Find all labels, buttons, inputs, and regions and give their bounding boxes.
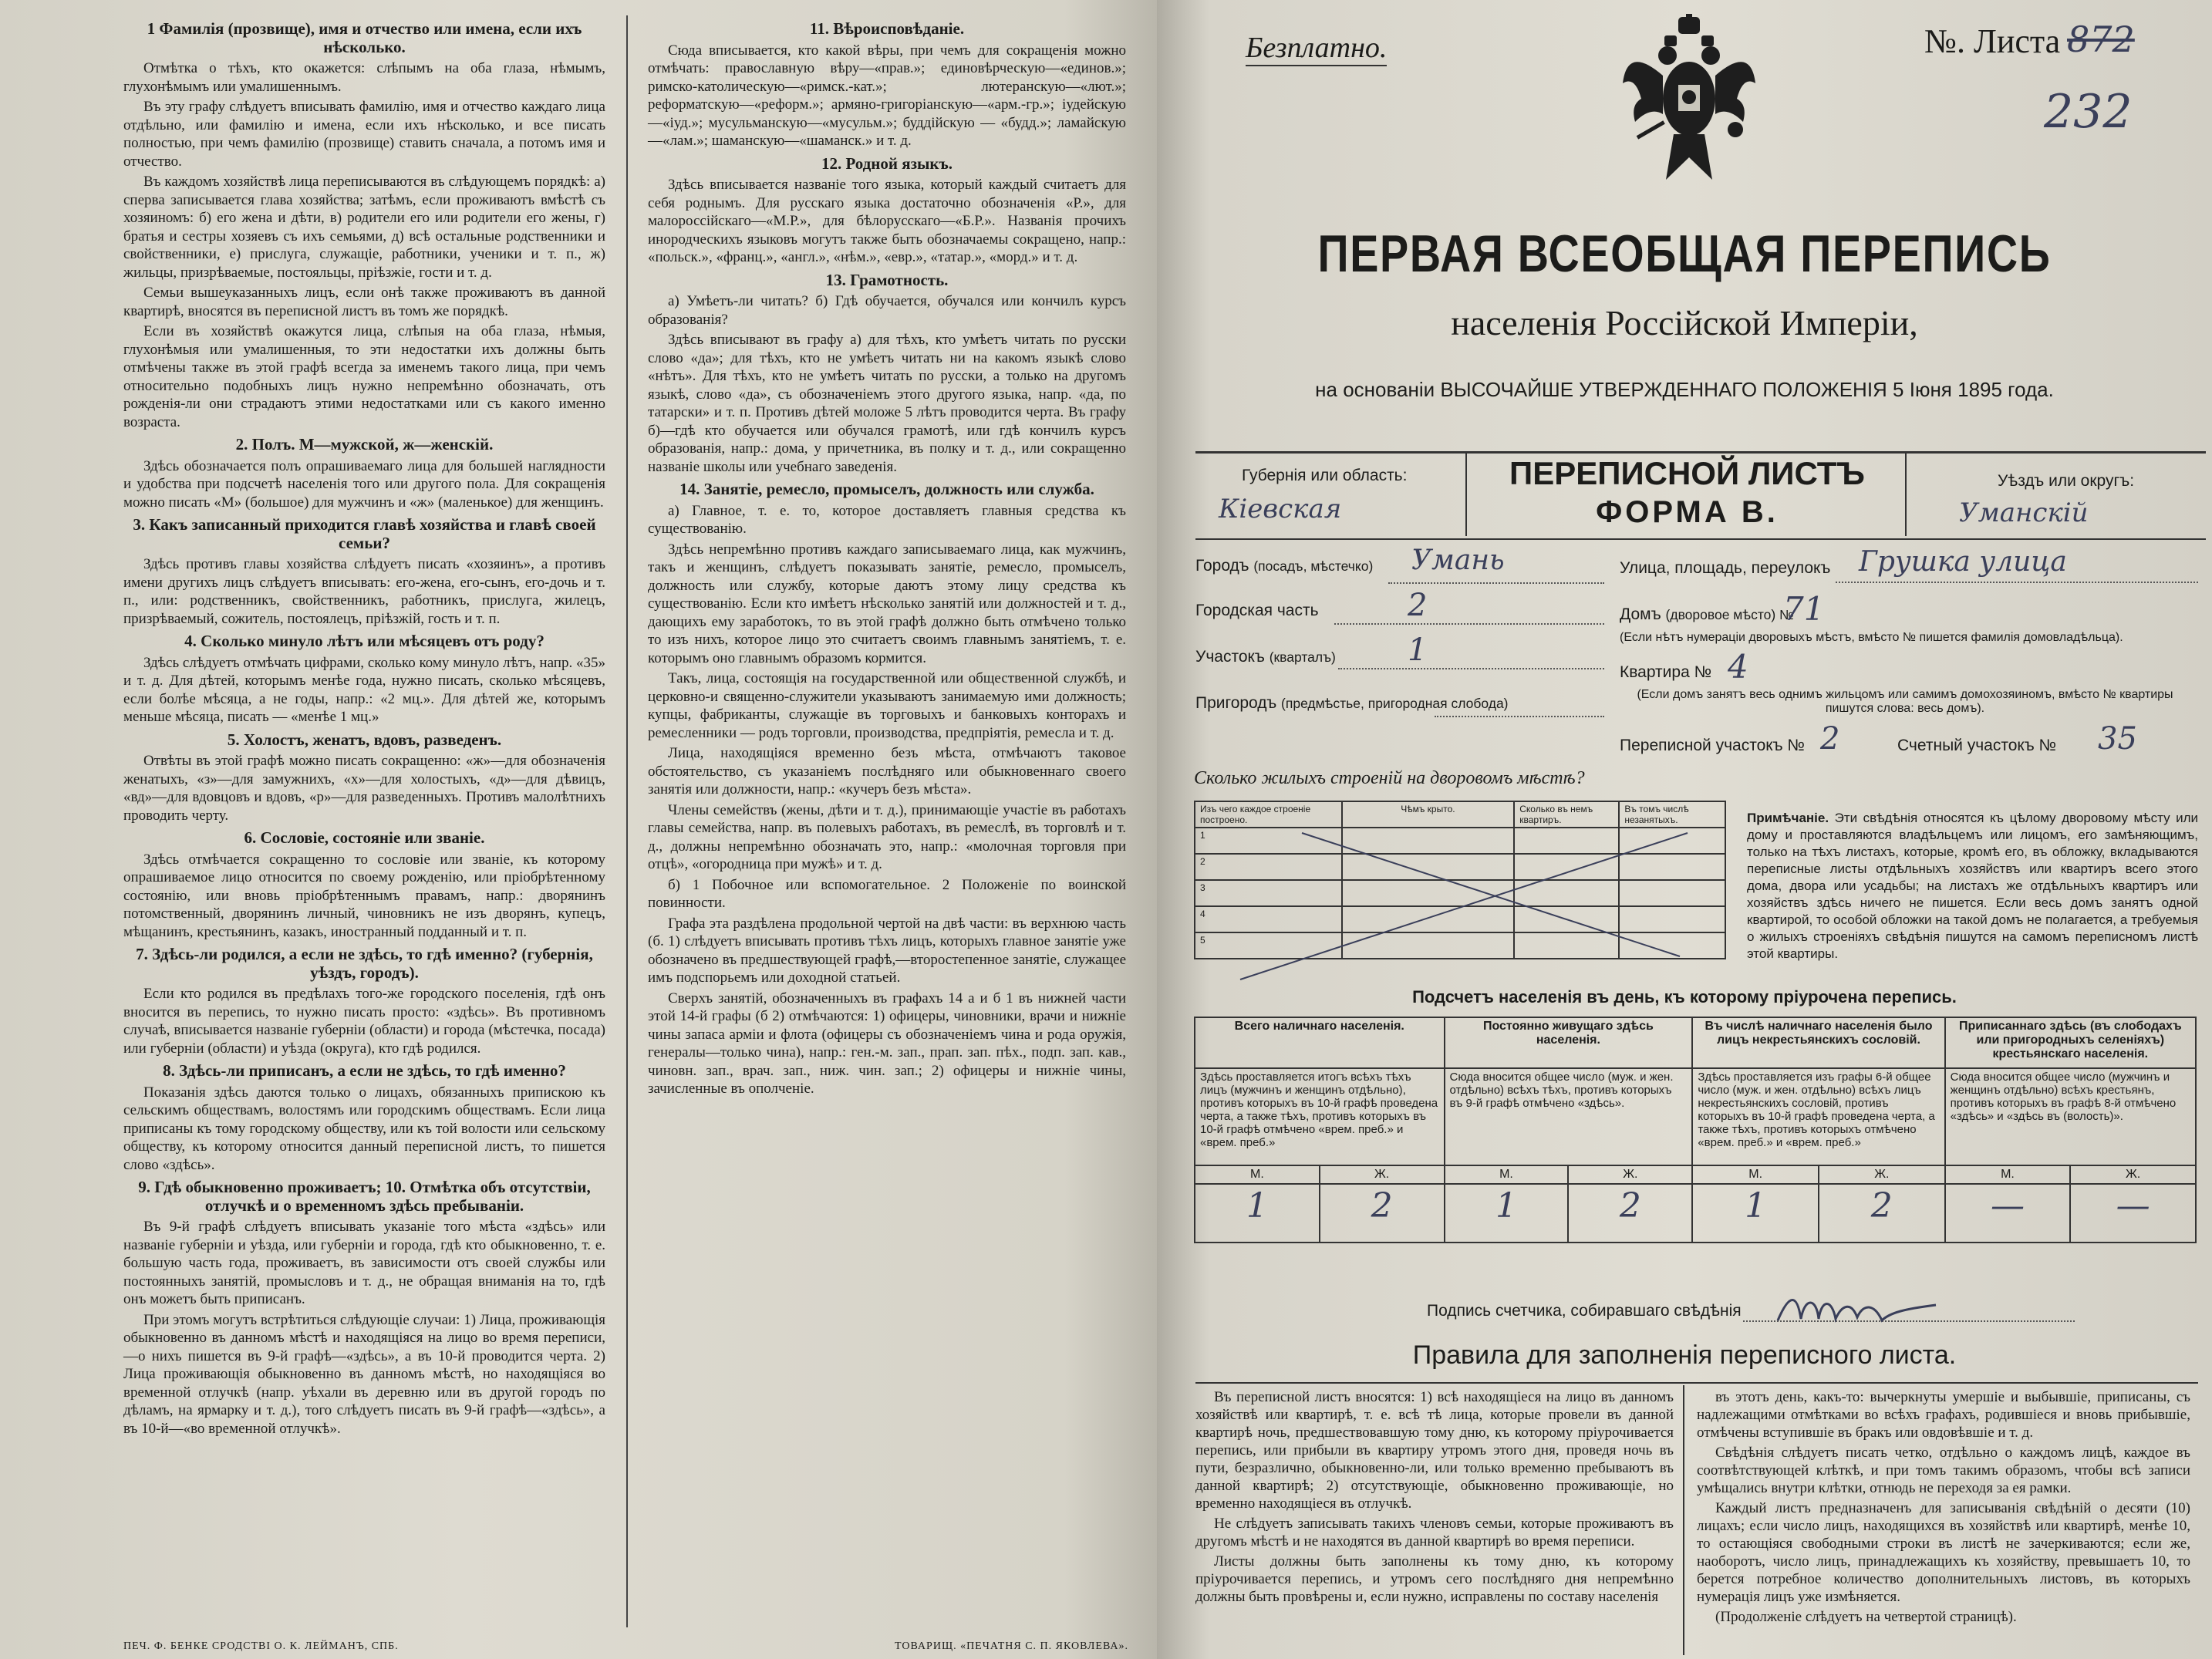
summary-count: — bbox=[1945, 1184, 2071, 1243]
section-paragraph: Здѣсь непремѣнно противъ каждаго записываемаго лица, как мужчинъ, такъ и женщинъ, слѣдуетъ показывать занятіе, ремесло, промыселъ, должность или службу, которые даютъ этому лицу средства къ существованію. Если кто имѣетъ нѣсколько занятій или должностей и т. д., дающихъ ему заработокъ, то въ этой графѣ должно быть отмѣчено только то изъ нихъ, которое лицо это считаетъ своимъ главнымъ занятіемъ, т. е. которымъ оно главнымъ образомъ кормится. bbox=[648, 541, 1126, 666]
divider bbox=[1465, 451, 1467, 536]
section-heading: 9. Гдѣ обыкновенно проживаетъ; 10. Отмѣтка объ отсутствіи, отлучкѣ и о временномъ здѣсь пребываніи. bbox=[138, 1178, 591, 1215]
section-paragraph: Здѣсь слѣдуетъ отмѣчать цифрами, сколько кому минуло лѣтъ, напр. «35» и т. д. Для дѣтей, которымъ менѣе года, нужно писать, сколько мѣсяцевъ, если болѣе мѣсяца, а не годы, напр.: «2 мц.». Для дѣтей же, которымъ меньше мѣсяца, писать — «менѣе 1 мц.» bbox=[123, 654, 605, 725]
instructions-column-1 bbox=[123, 15, 605, 1440]
free-stamp: Безплатно. bbox=[1246, 31, 1387, 66]
summary-count: 1 bbox=[1445, 1184, 1569, 1243]
summary-column-header: Всего наличнаго населенія. bbox=[1195, 1017, 1445, 1068]
section-paragraph: При этомъ могутъ встрѣтиться слѣдующіе случаи: 1) Лица, проживающія обыкновенно въ данномъ мѣстѣ и находящіяся на лицо во время переписи,—о нихъ пишется въ 9-й графѣ—«здѣсь», а въ 10-й проводится черта. 2) Лица проживающія обыкновенно въ данномъ мѣстѣ, но находящіяся во временной отлучкѣ (напр. уѣхали въ деревню или въ другой городъ по дѣламъ, на ярмарку и т. д.), того слѣдуетъ писать въ 9-й графѣ—«здѣсь», а въ 10-й—«во временной отлучкѣ». bbox=[123, 1311, 605, 1437]
buildings-col-roof: Чѣмъ крыто. bbox=[1342, 801, 1515, 828]
section-paragraph: Въ 9-й графѣ слѣдуетъ вписывать указаніе того мѣста «здѣсь» или названіе губерніи и уѣзда, или губерніи и города, гдѣ кто обыкновенно, т. е. большую часть года, проживаетъ, въ зависимости отъ своей службы или постоянныхъ занятій, промысловъ и т. д., не обращая вниманія на то, гдѣ онъ можетъ быть приписанъ. bbox=[123, 1219, 605, 1307]
city-part-line bbox=[1334, 623, 1604, 625]
count-district-value: 35 bbox=[2098, 721, 2137, 757]
crossed-out-mark bbox=[1194, 802, 1734, 987]
sheet-number-value: 872 bbox=[2067, 19, 2135, 60]
section-paragraph: Здѣсь обозначается полъ опрашиваемаго лица для большей наглядности и удобства при подсчетѣ населенія того или другого пола. Для сокращенія можно писать «М» (большое) для мужчинъ и «ж» (маленькое) для женщинъ. bbox=[123, 457, 605, 511]
summary-column-note: Здѣсь проставляется изъ графы 6-й общее число (муж. и жен. отдѣльно) всѣхъ лицъ некрестьянскихъ сословій, противъ которыхъ въ 10-й графѣ проведена черта, а также тѣхъ, противъ которыхъ отмѣчено «врем. преб.» и «врем. преб.» bbox=[1692, 1068, 1944, 1165]
section-heading: 12. Родной языкъ. bbox=[821, 153, 953, 173]
gender-header: М. bbox=[1692, 1165, 1819, 1184]
section-paragraph: Здѣсь отмѣчается сокращенно то сословіе или званіе, къ которому опрашиваемое лицо относится по своему рожденію, или пріобрѣтенному состоянію, или вновь пріобрѣтеннымъ правамъ, напр.: дворянинъ потомственный, дворянинъ личный, чиновникъ не изъ дворянъ, купецъ, мѣщанинъ, крестьянинъ, казакъ, иностранный подданный и т. п. bbox=[123, 851, 605, 940]
section-heading: 8. Здѣсь-ли приписанъ, а если не здѣсь, то гдѣ именно? bbox=[163, 1061, 566, 1080]
census-district-value: 2 bbox=[1820, 721, 1840, 757]
section-paragraph: Отмѣтка о тѣхъ, кто окажется: слѣпымъ на оба глаза, нѣмымъ, глухонѣмымъ или умалишеннымъ. bbox=[123, 60, 605, 95]
gender-header: Ж. bbox=[1819, 1165, 1945, 1184]
printer-mark: ПЕЧ. Ф. БЕНКЕ СРОДСТВІ О. К. ЛЕЙМАНЪ, СПБ. bbox=[123, 1640, 399, 1652]
summary-count: 1 bbox=[1692, 1184, 1819, 1243]
rules-paragraph: Листы должны быть заполнены къ тому дню, къ которому пріурочивается перепись, и утромъ сего послѣдняго дня непремѣнно должны быть провѣрены и, если нужно, исправлены по составу населенія bbox=[1195, 1553, 1674, 1605]
summary-count: 1 bbox=[1195, 1184, 1320, 1243]
district-value: 1 bbox=[1408, 632, 1428, 668]
apartment-label: Квартира № bbox=[1620, 663, 1712, 681]
town-line bbox=[1388, 582, 1604, 584]
summary-column-note: Сюда вносится общее число (мужчинъ и женщинъ отдѣльно) всѣхъ крестьянъ, противъ которыхъ въ графѣ 8-й отмѣчено «здѣсь» и «здѣсь въ (волость)». bbox=[1945, 1068, 2196, 1165]
section-paragraph: Показанія здѣсь даются только о лицахъ, обязанныхъ припискою къ сельскимъ обществамъ, волостямъ или городскимъ обществамъ. Если лица приписаны къ тому городскому обществу, или къ той волости или сельскому обществу, къ которому относится данный переписной листъ, то пишется слово «здѣсь». bbox=[123, 1084, 605, 1173]
section-paragraph: Графа эта раздѣлена продольной чертой на двѣ части: въ верхнюю часть (б. 1) слѣдуетъ вписывать противъ тѣхъ лицъ, которыхъ главное занятіе уже обозначено въ предшествующей графѣ,—второстепенное занятіе, служащее имъ подспорьемъ или доходной статьей. bbox=[648, 915, 1126, 986]
gubernia-value: Кiевская bbox=[1219, 494, 1342, 524]
section-paragraph: Отвѣты въ этой графѣ можно писать сокращенно: «ж»—для обозначенія женатыхъ, «з»—для замужнихъ, «х»—для холостыхъ, «д»—для дѣвицъ, «вд»—для вдовцовъ и вдовъ, «р»—для разведенныхъ. Противъ малолѣтнихъ проводить черту. bbox=[123, 753, 605, 824]
sheet-number-label: №. Листа bbox=[1924, 22, 2061, 60]
sheet-number-alt: 232 bbox=[2044, 85, 2133, 139]
city-part-value: 2 bbox=[1408, 588, 1428, 623]
section-paragraph: Въ каждомъ хозяйствѣ лица переписываются въ слѣдующемъ порядкѣ: а) сперва записывается глава хозяйства; затѣмъ, если проживаютъ вмѣстѣ съ хозяиномъ: б) его жена и дѣти, в) родители его или родители его жены, г) братья и сестры хозяевъ съ ихъ семьями, д) всѣ остальные родственники и свойственники, е) прислуга, служащіе, работники, ученики и т. п., ж) жильцы, призрѣваемые, постояльцы, пріѣзжіе, гости и т. д. bbox=[123, 174, 605, 281]
table-row-number: 1 bbox=[1195, 828, 1342, 854]
section-paragraph: Лица, находящіяся временно безъ мѣста, отмѣчаютъ таковое обстоятельство, съ указаніемъ послѣдняго или обыкновеннаго своего занятія или должности, напр.: «кучеръ безъ мѣста». bbox=[648, 745, 1126, 797]
gender-header: М. bbox=[1445, 1165, 1569, 1184]
summary-column-note: Сюда вносится общее число (муж. и жен. отдѣльно) всѣхъ тѣхъ, противъ которыхъ въ 9-й графѣ отмѣчено «здѣсь». bbox=[1445, 1068, 1693, 1165]
summary-column-header: Приписаннаго здѣсь (въ слободахъ или пригородныхъ селеніяхъ) крестьянскаго населенія. bbox=[1945, 1017, 2196, 1068]
gubernia-label: Губернія или область: bbox=[1242, 467, 1408, 484]
form-title: ПЕРЕПИСНОЙ ЛИСТЪ bbox=[1509, 455, 1865, 491]
table-row-number: 3 bbox=[1195, 880, 1342, 906]
section-heading: 11. Вѣроисповѣданіе. bbox=[809, 19, 965, 38]
divider bbox=[1905, 451, 1907, 536]
section-paragraph: Если въ хозяйствѣ окажутся лица, слѣпыя на оба глаза, нѣмыя, глухонѣмыя или умалишенныя, то эти недостатки ихъ должны быть отмѣчены также въ этой графѣ всегда за именемъ такого лица, при чемъ относительно подобныхъ лицъ нужно непремѣнно обозначать, отъ рожденія-ли они страдаютъ этими недостатками или съ какого именно возраста. bbox=[123, 323, 605, 430]
buildings-col-material: Изъ чего каждое строеніе построено. bbox=[1195, 801, 1342, 828]
section-paragraph: Здѣсь вписывается названіе того языка, который каждый считаетъ для себя роднымъ. Для русскаго языка достаточно обозначенія «Р.», для малороссійскаго—«М.Р.», для бѣлорусскаго—«Б.Р.». Названія прочихъ инородческихъ языковъ могутъ также быть обозначаемы сокращено, напр.: «польск.», «франц.», «англ.», «нѣм.», «евр.», «татар.», «морд.» и т. д. bbox=[648, 177, 1126, 265]
census-subtitle: населенія Россійской Имперіи, bbox=[1451, 303, 1918, 342]
population-summary-table bbox=[1194, 1017, 2197, 1243]
section-paragraph: Здѣсь противъ главы хозяйства слѣдуетъ писать «хозяинъ», а противъ имени другихъ лицъ слѣдуетъ вписывать: его-жена, его-сынъ, его-дочь и т. п., или: родственникъ, свойственникъ, работникъ, прислуга, жилецъ, призрѣваемый, сожитель, постоялецъ, пріѣзжій, гость и т. п. bbox=[123, 556, 605, 627]
summary-count: 2 bbox=[1320, 1184, 1445, 1243]
section-heading: 5. Холостъ, женатъ, вдовъ, разведенъ. bbox=[227, 730, 502, 749]
district-field: Участокъ (кварталъ) bbox=[1195, 648, 1336, 666]
section-heading: 1 Фамилія (прозвище), имя и отчество или имена, если ихъ нѣсколько. bbox=[147, 19, 582, 56]
town-value: Умань bbox=[1411, 545, 1505, 576]
rules-column-2 bbox=[1697, 1388, 2190, 1628]
section-paragraph: Члены семействъ (жены, дѣти и т. д.), принимающіе участіе въ работахъ главы семейства, напр. въ полевыхъ работахъ, въ ремеслѣ, въ торговлѣ и т. д., должны непремѣнно обозначать это, напр.: «молочная торговля при отцѣ», «огородница при мужѣ» и т. д. bbox=[648, 801, 1126, 872]
gender-header: М. bbox=[1945, 1165, 2071, 1184]
section-heading: 2. Полъ. М—мужской, ж—женскій. bbox=[235, 435, 494, 454]
apartment-value: 4 bbox=[1728, 648, 1748, 686]
rules-paragraph: Въ переписной листъ вносятся: 1) всѣ находящіеся на лицо въ данномъ хозяйствѣ или квартирѣ, т. е. всѣ тѣ лица, которые провели въ данной квартирѣ ночь, предшествовавшую тому дню, къ которому пріурочивается перепись, или прибыли въ квартиру утромъ этого дня, проведя ночь въ пути, безразлично, обыкновенно-ли, или только временно пребываютъ въ данной квартирѣ; 2) отсутствующіе, обыкновенно проживающіе, но временно находящіеся въ отлучкѣ. bbox=[1195, 1389, 1674, 1512]
summary-column-header: Въ числѣ наличнаго населенія было лицъ некрестьянскихъ сословій. bbox=[1692, 1017, 1944, 1068]
table-row-number: 2 bbox=[1195, 854, 1342, 880]
section-heading: 6. Сословіе, состояніе или званіе. bbox=[244, 828, 485, 847]
counter-signature-icon bbox=[1774, 1290, 1944, 1332]
column-divider bbox=[626, 15, 628, 1627]
suburb-field: Пригородъ (предмѣстье, пригородная слобода) bbox=[1195, 694, 1509, 712]
street-label: Улица, площадь, переулокъ bbox=[1620, 559, 1831, 577]
rule-line bbox=[1195, 1382, 2198, 1384]
city-part-label: Городская часть bbox=[1195, 602, 1319, 619]
section-paragraph: б) 1 Побочное или вспомогательное. 2 Положеніе по воинской повинности. bbox=[648, 876, 1126, 911]
house-value: 71 bbox=[1783, 590, 1825, 628]
section-paragraph: Семьи вышеуказанныхъ лицъ, если онѣ также проживаютъ въ данной квартирѣ, вносятся въ переписной листъ въ томъ же порядкѣ. bbox=[123, 285, 605, 319]
house-field: Домъ (дворовое мѣсто) № bbox=[1620, 605, 1794, 623]
printer-mark-2: ТОВАРИЩ. «ПЕЧАТНЯ С. П. ЯКОВЛЕВА». bbox=[895, 1640, 1129, 1652]
signature-label: Подпись счетчика, собиравшаго свѣдѣнія bbox=[1427, 1302, 1742, 1320]
rules-column-1 bbox=[1195, 1388, 1674, 1608]
count-district-label: Счетный участокъ № bbox=[1897, 737, 2057, 754]
house-note: (Если нѣтъ нумераціи дворовыхъ мѣстъ, вмѣсто № пишется фамилія домовладѣльца). bbox=[1620, 631, 2123, 644]
section-heading: 14. Занятіе, ремесло, промыселъ, должность или служба. bbox=[679, 480, 1094, 498]
gender-header: Ж. bbox=[1320, 1165, 1445, 1184]
district-line bbox=[1338, 668, 1604, 669]
section-paragraph: Здѣсь вписывают въ графу а) для тѣхъ, кто умѣетъ читать по русски слово «да»; для тѣхъ, кто не умѣетъ читать ни на какомъ языкѣ слово «нѣтъ». Для тѣхъ, кто не умѣетъ читать по русски, а только на другомъ языкѣ, слово «да», съ обозначеніемъ этого другого языка, напр. «да, по татарски» и т. п. Противъ дѣтей моложе 5 лѣтъ проводится черта. Въ графу б)—гдѣ кто обучается или обучался грамотѣ, или гдѣ кончилъ курсъ образованія, напр.: дома, у причетника, въ полку и т. д., или сокращенно названіе школы или учебнаго заведенія. bbox=[648, 332, 1126, 475]
rules-paragraph: Свѣдѣнія слѣдуетъ писать четко, отдѣльно о каждомъ лицѣ, каждое въ соотвѣтствующей клѣткѣ, и при томъ такимъ образомъ, чтобы всѣ записи умѣщались внутри клѣтки, отнюдь не переходя за ея рамки. bbox=[1697, 1445, 2190, 1496]
gender-header: Ж. bbox=[2070, 1165, 2196, 1184]
table-row-number: 5 bbox=[1195, 932, 1342, 959]
summary-count: — bbox=[2070, 1184, 2196, 1243]
section-paragraph: Такъ, лица, состоящія на государственной или общественной службѣ, и церковно-и священно-служители указываютъ занимаемую ими должность; купцы, фабриканты, служащіе въ торговыхъ и банковыхъ конторахъ и ремесленники — родъ торговли, производства, предпріятія, ремесла и т. д. bbox=[648, 670, 1126, 741]
census-title: ПЕРВАЯ ВСЕОБЩАЯ ПЕРЕПИСЬ bbox=[1317, 224, 2052, 283]
street-value: Грушка улица bbox=[1859, 546, 2067, 578]
rules-paragraph: въ этотъ день, какъ-то: вычеркнуты умершіе и выбывшіе, приписаны, съ надлежащими отмѣтками во всѣхъ графахъ, родившіеся и вновь прибывшіе, отмѣчены вступившіе въ бракъ или овдовѣвшіе и т. д. bbox=[1697, 1389, 2190, 1441]
section-heading: 3. Какъ записанный приходится главѣ хозяйства и главѣ своей семьи? bbox=[133, 515, 596, 552]
section-paragraph: а) Главное, т. е. то, которое доставляетъ главныя средства къ существованію. bbox=[648, 502, 1126, 537]
table-row-number: 4 bbox=[1195, 906, 1342, 932]
summary-count: 2 bbox=[1568, 1184, 1692, 1243]
section-paragraph: Если кто родился въ предѣлахъ того-же городского поселенія, гдѣ онъ вносится въ перепись, то нужно писать просто: «здѣсь». Въ противномъ случаѣ, вписывается названіе губерніи (области) и города (мѣстечка, посада) или губерніи (области) и уѣзда (округа), кто гдѣ родился. bbox=[123, 986, 605, 1057]
gender-header: М. bbox=[1195, 1165, 1320, 1184]
section-heading: 7. Здѣсь-ли родился, а если не здѣсь, то гдѣ именно? (губернія, уѣздъ, городъ). bbox=[136, 945, 593, 982]
suburb-line bbox=[1435, 716, 1604, 717]
imperial-eagle-icon bbox=[1620, 14, 1758, 191]
section-paragraph: а) Умѣетъ-ли читать? б) Гдѣ обучается, обучался или кончилъ курсъ образованія? bbox=[648, 293, 1126, 328]
gender-header: Ж. bbox=[1568, 1165, 1692, 1184]
apartment-note: (Если домъ занятъ весь однимъ жильцомъ или самимъ домохозяиномъ, вмѣсто № квартиры пишутся слова: весь домъ). bbox=[1637, 688, 2173, 715]
rules-paragraph: (Продолженіе слѣдуетъ на четвертой страницѣ). bbox=[1715, 1609, 2017, 1625]
column-divider bbox=[1683, 1385, 1684, 1655]
street-line bbox=[1836, 582, 2198, 583]
census-district-label: Переписной участокъ № bbox=[1620, 737, 1805, 754]
summary-column-header: Постоянно живущаго здѣсь населенія. bbox=[1445, 1017, 1693, 1068]
summary-column-note: Здѣсь проставляется итогъ всѣхъ тѣхъ лицъ (мужчинъ и женщинъ отдѣльно), противъ которыхъ въ 10-й графѣ проведена черта, а также тѣхъ, противъ которыхъ въ 10-й графѣ отмѣчено «врем. преб.» и «врем. преб.» bbox=[1195, 1068, 1445, 1165]
summary-count: 2 bbox=[1819, 1184, 1945, 1243]
buildings-heading: Сколько жилыхъ строеній на дворовомъ мѣстѣ? bbox=[1194, 768, 1585, 788]
town-field: Городъ (посадъ, мѣстечко) bbox=[1195, 557, 1374, 575]
form-subtitle: ФОРМА В. bbox=[1596, 495, 1779, 529]
section-paragraph: Сверхъ занятій, обозначенныхъ въ графахъ 14 а и б 1 въ нижней части этой 14-й графы (б 2) отмѣчаются: 1) офицеры, чиновники, врачи и нижніе чины запаса арміи и флота (офицеры съ обозначеніемъ чина и рода оружія, генералы—только чина), напр.: ген.-м. зап., прап. зап. пѣх., подп. зап. кав., чиновн. зап., врач. зап., ниж. чин. зап.; 2) офицеры и нижніе чины, зачисленные въ ополченіе. bbox=[648, 990, 1126, 1097]
legal-basis: на основаніи ВЫСОЧАЙШЕ УТВЕРЖДЕННАГО ПОЛОЖЕНІЯ 5 Іюня 1895 года. bbox=[1315, 378, 2054, 401]
census-form-page bbox=[1157, 0, 2212, 1659]
uezd-label: Уѣздъ или округъ: bbox=[1998, 472, 2135, 490]
section-heading: 13. Грамотность. bbox=[825, 270, 949, 289]
buildings-col-apartments: Сколько въ немъ квартиръ. bbox=[1514, 801, 1619, 828]
buildings-note: Примѣчаніе. Эти свѣдѣнія относятся къ цѣлому дворовому мѣсту или дому и проставляются владѣльцемъ или лицомъ, его замѣняющимъ, только на тѣхъ листахъ, которые, кромѣ его, въ обложку, вкладываются переписные листы отдѣльныхъ хозяйствъ или квартиръ всего этого дома, двора или усадьбы; на листахъ же отдѣльныхъ квартиръ или хозяйствъ здѣсь ничего не пишется. Если весь домъ занятъ одной квартирой, то особой обложки на такой домъ не полагается, а требуемыя о жилыхъ строеніяхъ свѣдѣнія пишутся на самомъ переписномъ листѣ этой квартиры. bbox=[1747, 811, 2198, 961]
section-paragraph: Сюда вписывается, кто какой вѣры, при чемъ для сокращенія можно отмѣчать: православную вѣру—«прав.»; единовѣрческую—«единов.»; римско-католическую—«римск.-кат.»; лютеранскую—«лют.»; реформатскую—«реформ.»; армяно-григоріанскую—«арм.-гр.»; іудейскую—«іуд.»; мусульманскую—«мусульм.»; буддійскую — «будд.»; ламайскую—«лам.»; шаманскую—«шаманск.» и т. д. bbox=[648, 42, 1126, 149]
section-paragraph: Въ эту графу слѣдуетъ вписывать фамилію, имя и отчество каждаго лица отдѣльно, или фамилію и имена, если ихъ нѣсколько, и все писать полностью, при чемъ фамилію (прозвище) ставить сначала, а потомъ имя и отчество. bbox=[123, 99, 605, 170]
buildings-col-vacant: Въ томъ числѣ незанятыхъ. bbox=[1619, 801, 1725, 828]
rules-paragraph: Не слѣдуетъ записывать такихъ членовъ семьи, которые проживаютъ въ другомъ мѣстѣ и не находятся въ данной квартирѣ во время переписи. bbox=[1195, 1516, 1674, 1549]
section-heading: 4. Сколько минуло лѣтъ или мѣсяцевъ отъ роду? bbox=[184, 632, 545, 650]
summary-heading: Подсчетъ населенія въ день, къ которому пріурочена перепись. bbox=[1412, 987, 1957, 1007]
uezd-value: Уманскiй bbox=[1959, 497, 2089, 528]
rules-heading: Правила для заполненія переписного листа. bbox=[1412, 1340, 1957, 1370]
instructions-column-2 bbox=[648, 15, 1126, 1101]
rules-paragraph: Каждый листъ предназначенъ для записыванія свѣдѣній о десяти (10) лицахъ; если число лицъ, находящихся въ хозяйствѣ или квартирѣ, менѣе 10, то остающіяся свободными строки въ листѣ не зачеркиваются; если же, наоборотъ, число лицъ, принадлежащихъ къ хозяйству, превышаетъ 10, то берется потребное количество дополнительныхъ листовъ, въ которыхъ нумерація лицъ уже измѣняется. bbox=[1697, 1500, 2190, 1605]
